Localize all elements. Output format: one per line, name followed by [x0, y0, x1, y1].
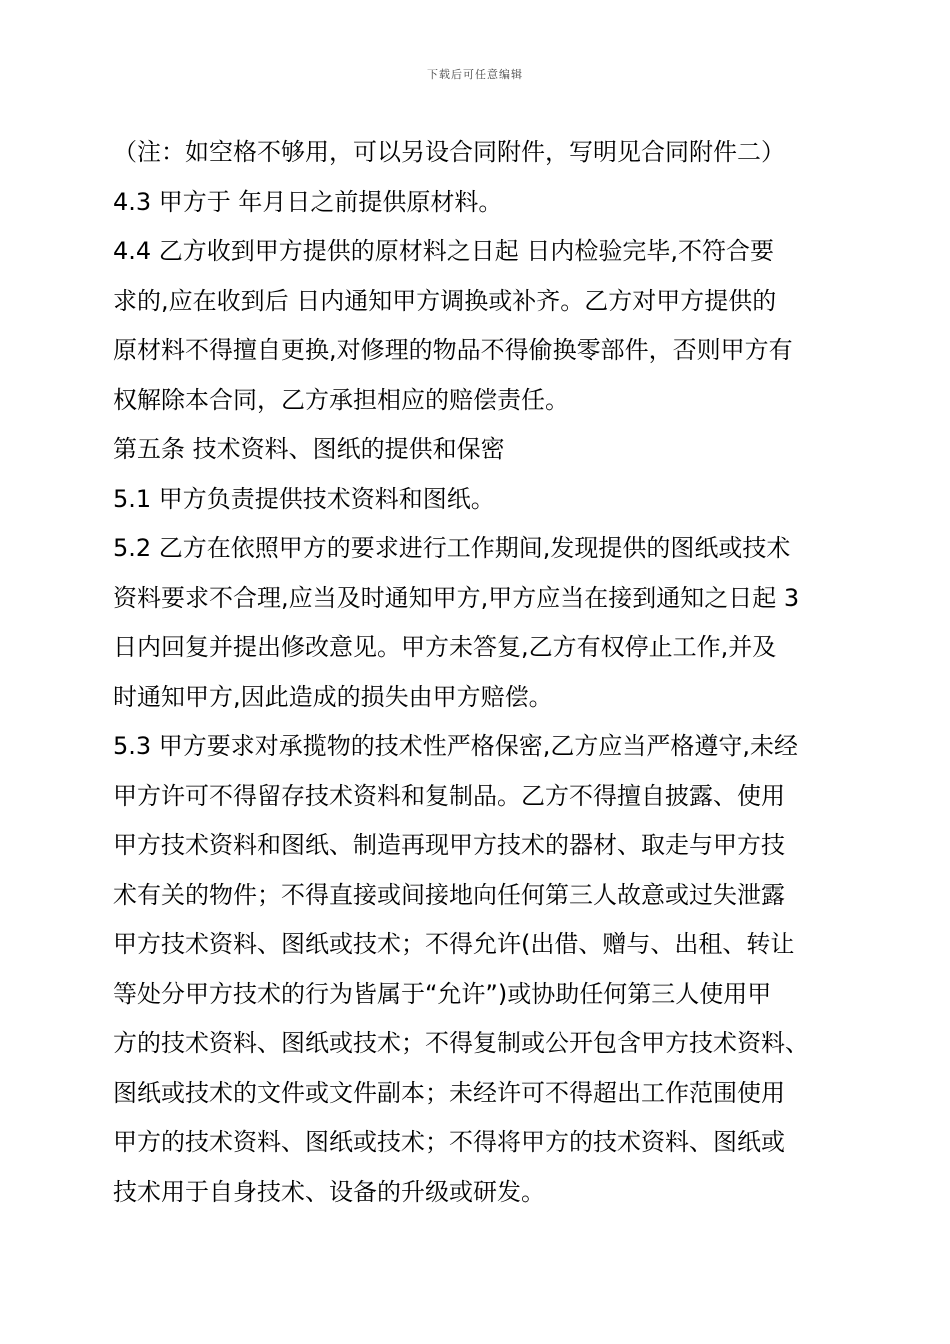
text-line: 原材料不得擅自更换,对修理的物品不得偷换零部件，否则甲方有: [113, 336, 793, 364]
text-line: 甲方许可不得留存技术资料和复制品。乙方不得擅自披露、使用: [113, 781, 785, 810]
document-body: [113, 128, 853, 1217]
text-line: 等处分甲方技术的行为皆属于“允许”)或协助任何第三人使用甲: [113, 979, 772, 1008]
paragraph-note: [113, 128, 853, 178]
text-line: 4.3 甲方于 年月日之前提供原材料。: [113, 187, 503, 216]
paragraph-clause-5-1: [113, 475, 853, 525]
text-line: 5.1 甲方负责提供技术资料和图纸。: [113, 484, 495, 513]
text-line: 图纸或技术的文件或文件副本；未经许可不得超出工作范围使用: [113, 1078, 785, 1107]
paragraph-clause-5-3: [113, 722, 853, 1217]
text-line: 日内回复并提出修改意见。甲方未答复,乙方有权停止工作,并及: [113, 633, 777, 661]
text-line: 第五条 技术资料、图纸的提供和保密: [113, 435, 505, 463]
text-line: （注：如空格不够用，可以另设合同附件，写明见合同附件二）: [113, 138, 785, 166]
text-line: 时通知甲方,因此造成的损失由甲方赔偿。: [113, 682, 553, 711]
text-line: 5.2 乙方在依照甲方的要求进行工作期间,发现提供的图纸或技术: [113, 534, 791, 562]
text-line: 求的,应在收到后 日内通知甲方调换或补齐。乙方对甲方提供的: [113, 286, 777, 315]
text-line: 4.4 乙方收到甲方提供的原材料之日起 日内检验完毕,不符合要: [113, 237, 775, 265]
heading-article-5: [113, 425, 853, 475]
paragraph-clause-4-4: [113, 227, 853, 425]
text-line: 5.3 甲方要求对承揽物的技术性严格保密,乙方应当严格遵守,未经: [113, 732, 799, 760]
page-header: 下载后可任意编辑: [427, 68, 523, 81]
paragraph-clause-5-2: [113, 524, 853, 722]
text-line: 权解除本合同，乙方承担相应的赔偿责任。: [113, 385, 569, 414]
text-line: 甲方的技术资料、图纸或技术；不得将甲方的技术资料、图纸或: [113, 1128, 785, 1156]
text-line: 甲方技术资料、图纸或技术；不得允许(出借、赠与、出租、转让: [113, 930, 795, 958]
text-line: 资料要求不合理,应当及时通知甲方,甲方应当在接到通知之日起 3: [113, 583, 800, 612]
text-line: 甲方技术资料和图纸、制造再现甲方技术的器材、取走与甲方技: [113, 831, 785, 859]
text-line: 术有关的物件；不得直接或间接地向任何第三人故意或过失泄露: [113, 880, 785, 909]
paragraph-clause-4-3: [113, 178, 853, 228]
text-line: 技术用于自身技术、设备的升级或研发。: [113, 1177, 545, 1206]
text-line: 方的技术资料、图纸或技术；不得复制或公开包含甲方技术资料、: [113, 1029, 809, 1057]
